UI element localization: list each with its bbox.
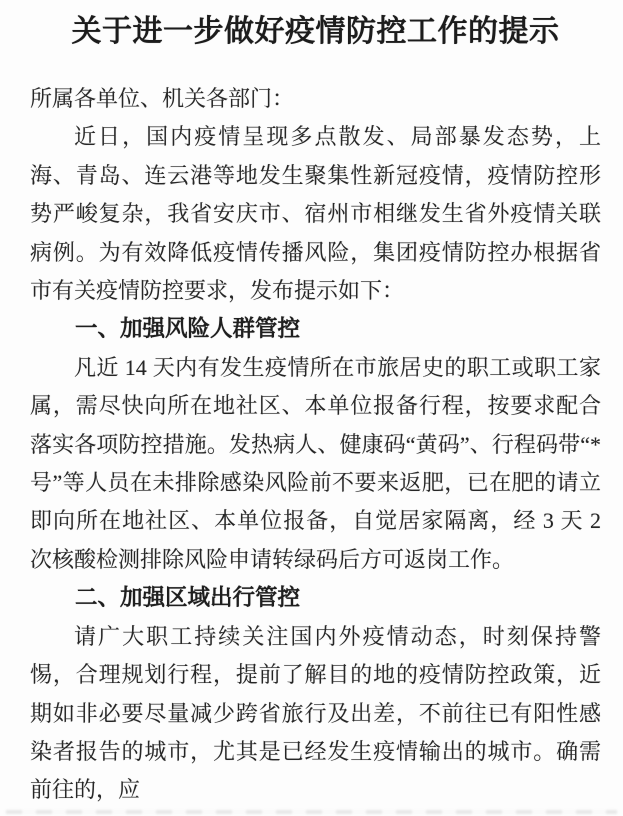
scan-artifact (6, 810, 617, 814)
body-paragraph: 请广大职工持续关注国内外疫情动态，时刻保持警惕，合理规划行程，提前了解目的地的疫情防控政策，近期如非必要尽量减少跨省旅行及出差，不前往已有阳性感染者报告的城市，尤其是已经发生疫情输出的城市。确需前往的，应 (30, 623, 601, 803)
body-paragraph: 近日，国内疫情呈现多点散发、局部暴发态势，上海、青岛、连云港等地发生聚集性新冠疫情，疫情防控形势严峻复杂，我省安庆市、宿州市相继发生省外疫情关联病例。为有效降低疫情传播风险，集团疫情防控办根据省市有关疫情防控要求，发布提示如下： (30, 124, 601, 304)
document-title: 关于进一步做好疫情防控工作的提示 (71, 14, 560, 49)
salutation-line: 所属各单位、机关各部门： (30, 86, 295, 111)
section-heading: 二、加强区域出行管控 (75, 585, 301, 612)
document-body (30, 118, 601, 809)
body-paragraph: 凡近 14 天内有发生疫情所在市旅居史的职工或职工家属，需尽快向所在地社区、本单位报备行程，按要求配合落实各项防控措施。发热病人、健康码“黄码”、行程码带“*号”等人员在未排除感染风险前不要来返肥，已在肥的请立即向所在地社区、本单位报备，自觉居家隔离，经 3 天 2 次核酸检测排除风险申请转绿码后方可返岗工作。 (30, 354, 601, 572)
section-heading: 一、加强风险人群管控 (75, 316, 301, 343)
